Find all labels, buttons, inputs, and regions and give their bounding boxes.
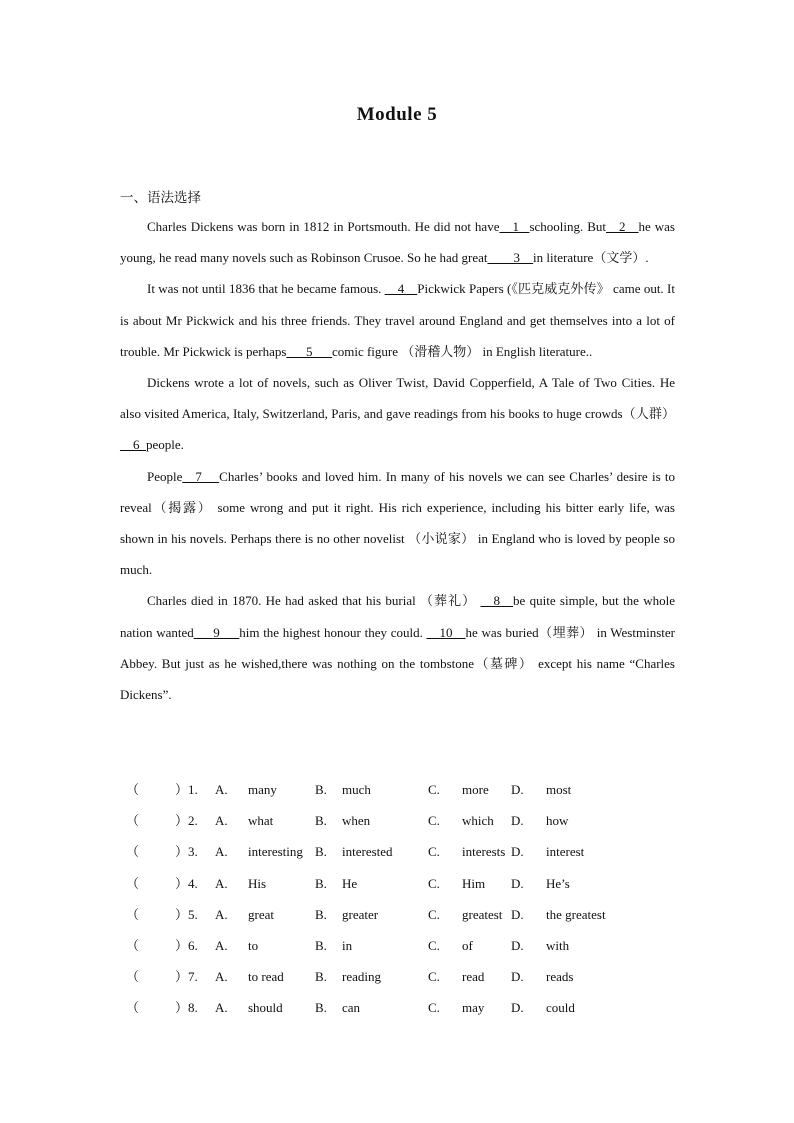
question-row <box>120 836 675 867</box>
question-number: 1. <box>188 782 198 797</box>
passage-text: Charles’ books and loved him. In many of his novels we can see Charles’ desire is to reveal（揭露） some wrong and put it right. His rich experience, including his bitter early life, was shown in his novels. Perhaps there is no other novelist （小说家） in England who is loved by people so much. <box>120 468 675 578</box>
option-d: with <box>546 937 570 953</box>
question-number: 4. <box>188 875 198 891</box>
answer-bracket-close: ） <box>175 906 189 922</box>
passage-text: It was not until 1836 that he became famous. <box>147 281 385 297</box>
answer-blank: ___5___ <box>286 343 332 359</box>
option-letter-a: A. <box>215 782 228 797</box>
option-letter-d: D. <box>511 813 524 829</box>
option-letter-d: D. <box>511 782 524 797</box>
option-b: greater <box>342 906 379 922</box>
option-a: many <box>248 782 277 797</box>
option-letter-d: D. <box>511 969 524 985</box>
option-d: reads <box>546 969 574 985</box>
option-d: interest <box>546 844 585 860</box>
option-c: of <box>462 937 473 953</box>
passage-text: Dickens wrote a lot of novels, such as Oliver Twist, David Copperfield, A Tale of Two Cities. He also visited America, Italy, Switzerland, Paris, and gave readings from his books to huge crowds（人群） <box>120 375 675 422</box>
option-d: most <box>546 782 572 797</box>
option-letter-a: A. <box>215 906 228 922</box>
passage-text: schooling. But <box>529 219 607 234</box>
option-letter-c: C. <box>428 782 440 797</box>
option-letter-b: B. <box>315 906 327 922</box>
option-letter-c: C. <box>428 875 440 891</box>
option-letter-d: D. <box>511 844 524 860</box>
option-letter-a: A. <box>215 875 228 891</box>
option-d: how <box>546 813 569 829</box>
option-d: the greatest <box>546 906 606 922</box>
answer-bracket-open: （ <box>126 875 140 891</box>
option-c: read <box>462 969 485 985</box>
answer-bracket-open: （ <box>126 782 140 797</box>
passage-text: he was young, he read many novels such as Robinson Crusoe. So he had great <box>120 219 675 266</box>
answer-bracket-open: （ <box>126 937 140 953</box>
reading-passage <box>120 211 675 710</box>
question-number: 8. <box>188 1000 198 1016</box>
option-b: when <box>342 813 371 829</box>
option-c: Him <box>462 875 486 891</box>
question-row <box>120 868 675 899</box>
option-letter-b: B. <box>315 969 327 985</box>
option-letter-b: B. <box>315 1000 327 1016</box>
option-c: greatest <box>462 906 503 922</box>
answer-bracket-close: ） <box>175 875 189 891</box>
option-letter-c: C. <box>428 1000 440 1016</box>
passage-paragraph <box>120 211 675 273</box>
question-row <box>120 805 675 836</box>
section-heading: 一、语法选择 <box>120 190 201 206</box>
question-row <box>120 930 675 961</box>
option-letter-a: A. <box>215 937 228 953</box>
option-letter-b: B. <box>315 875 327 891</box>
passage-paragraph <box>120 273 675 367</box>
question-number: 7. <box>188 969 198 985</box>
passage-text: People <box>147 468 183 484</box>
answer-blank: __4__ <box>384 281 418 297</box>
option-c: interests <box>462 844 506 860</box>
option-letter-d: D. <box>511 906 524 922</box>
answer-blank: __8__ <box>480 593 514 609</box>
question-number: 5. <box>188 906 198 922</box>
passage-text: people. <box>146 437 184 453</box>
option-b: He <box>342 875 358 891</box>
answer-bracket-close: ） <box>175 969 189 985</box>
answer-bracket-open: （ <box>126 969 140 985</box>
option-letter-c: C. <box>428 813 440 829</box>
passage-text: comic figure （滑稽人物） in English literature.. <box>331 343 593 359</box>
passage-paragraph <box>120 585 675 710</box>
passage-text: Charles died in 1870. He had asked that his burial （葬礼） <box>147 593 481 609</box>
question-row <box>120 774 675 805</box>
answer-blank: ____3__ <box>487 250 534 266</box>
answer-blank: __10__ <box>426 624 466 640</box>
passage-text: Charles Dickens was born in 1812 in Portsmouth. He did not have <box>147 219 500 234</box>
option-letter-b: B. <box>315 844 327 860</box>
answer-bracket-open: （ <box>126 844 140 860</box>
answer-blank: __2__ <box>606 219 639 234</box>
option-letter-d: D. <box>511 1000 524 1016</box>
answer-bracket-close: ） <box>175 1000 189 1016</box>
answer-bracket-close: ） <box>175 844 189 860</box>
answer-blank: ___9___ <box>193 624 240 640</box>
option-letter-a: A. <box>215 844 228 860</box>
question-row <box>120 961 675 992</box>
option-letter-c: C. <box>428 937 440 953</box>
option-c: may <box>462 1000 485 1016</box>
option-b: in <box>342 937 353 953</box>
passage-paragraph <box>120 461 675 586</box>
option-a: what <box>248 813 274 829</box>
option-a: His <box>248 875 267 891</box>
answer-bracket-close: ） <box>175 782 189 797</box>
answer-bracket-open: （ <box>126 906 140 922</box>
passage-text: Pickwick Papers (《匹克威克外传》 came out. It is about Mr Pickwick and his three friends. They travel around England and get themselves into a lot of trouble. Mr Pickwick is perhaps <box>120 281 675 359</box>
answer-bracket-close: ） <box>175 937 189 953</box>
question-list <box>120 774 675 1024</box>
option-letter-d: D. <box>511 937 524 953</box>
option-c: more <box>462 782 489 797</box>
passage-paragraph <box>120 367 675 461</box>
option-a: should <box>248 1000 283 1016</box>
option-b: reading <box>342 969 381 985</box>
option-a: to <box>248 937 259 953</box>
passage-text: in literature（文学）. <box>533 250 649 266</box>
page-title: Module 5 <box>356 104 438 125</box>
answer-bracket-open: （ <box>126 813 140 829</box>
passage-text: him the highest honour they could. <box>239 624 427 640</box>
option-d: could <box>546 1000 575 1016</box>
option-b: interested <box>342 844 393 860</box>
answer-blank: __7__ <box>182 468 220 484</box>
passage-text: be quite simple, but the whole nation wanted <box>120 593 675 640</box>
option-letter-b: B. <box>315 782 327 797</box>
option-letter-a: A. <box>215 813 228 829</box>
question-number: 2. <box>188 813 198 829</box>
answer-bracket-close: ） <box>175 813 189 829</box>
option-a: to read <box>248 969 284 985</box>
option-d: He’s <box>546 875 570 891</box>
option-letter-a: A. <box>215 969 228 985</box>
option-letter-c: C. <box>428 969 440 985</box>
option-b: much <box>342 782 371 797</box>
option-b: can <box>342 1000 361 1016</box>
question-number: 6. <box>188 937 198 953</box>
option-a: great <box>248 906 274 922</box>
answer-blank: __6_ <box>120 437 146 453</box>
option-letter-b: B. <box>315 937 327 953</box>
option-letter-c: C. <box>428 906 440 922</box>
option-letter-b: B. <box>315 813 327 829</box>
option-letter-c: C. <box>428 844 440 860</box>
passage-text: he was buried（埋葬） in Westminster Abbey. But just as he wished,there was nothing on the tombstone（墓碑） except his name “Charles Dickens”. <box>120 624 675 703</box>
question-row <box>120 899 675 930</box>
question-row <box>120 992 675 1023</box>
option-a: interesting <box>248 844 303 860</box>
answer-bracket-open: （ <box>126 1000 140 1016</box>
option-c: which <box>462 813 494 829</box>
option-letter-d: D. <box>511 875 524 891</box>
question-number: 3. <box>188 844 198 860</box>
option-letter-a: A. <box>215 1000 228 1016</box>
answer-blank: __1_ <box>499 219 530 234</box>
